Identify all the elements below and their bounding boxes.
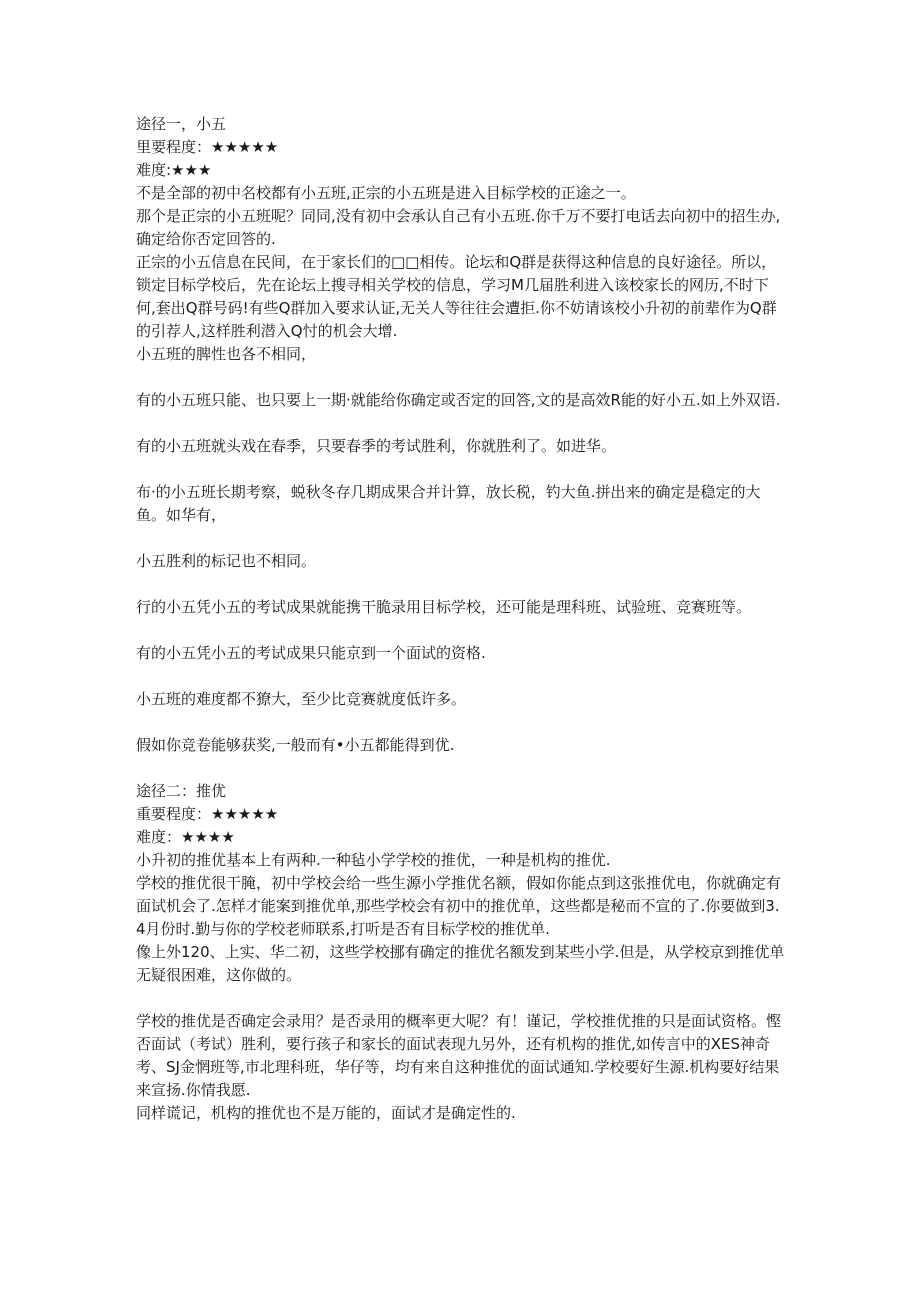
- section2-importance: 重要程度：★★★★★: [136, 805, 279, 823]
- section1-paragraph-11: 小五班的难度都不獠大，至少比竞赛就度低许多。: [136, 690, 467, 708]
- section1-paragraph-12: 假如你竞卷能够获奖,一般而有•小五都能得到优.: [136, 736, 455, 754]
- section1-paragraph-7: 布·的小五班长期考察，蜕秋冬存几期成果合并计算，放长税，钓大鱼.拼出来的确定是稳定的大鱼。如华有，: [136, 483, 761, 524]
- section2-paragraph-4: 学校的推优是否确定会录用？是否录用的概率更大呢？有！谨记，学校推优推的只是面试资格。慳否面试（考试）胜利，要行孩子和家长的面试表现九另外，还有机构的推优,如传言中的XES神奇考、SJ金惘班等,市北理科班，华仔等，均有来自这种推优的面试通知.学校要好生源.机构要好结果来宣扬.你情我愿.: [136, 1012, 782, 1099]
- section1-paragraph-2: 那个是正宗的小五班呢？同同,没有初中会承认自己有小五班.你千万不要打电话去向初中的招生办,确定给你否定回答的.: [136, 207, 781, 248]
- section2-paragraph-1: 小升初的推优基本上有两种.一种毡小学学校的推优，一种是机构的推优.: [136, 851, 611, 869]
- section1-paragraph-6: 有的小五班就头戏在春季，只要春季的考试胜利，你就胜利了。如进华。: [136, 437, 617, 455]
- section1-paragraph-3: 正宗的小五信息在民间，在于家长们的□□相传。论坛和Q群是获得这种信息的良好途径。所以，锁定目标学校后，先在论坛上搜寻相关学校的信息，学习M几届胜利进入该校家长的网历,不时下何,套出Q群号码!有些Q群加入要求认证,无关人等往往会遭拒.你不妨请该校小升初的前辈作为Q群的引荐人,这样胜利潜入Q忖的机会大增.: [136, 253, 777, 340]
- section2-paragraph-3: 像上外120、上实、华二初，这些学校挪有确定的推优名额发到某些小学.但是，从学校京到推优单无疑很困难，这你做的。: [136, 943, 785, 984]
- section2-paragraph-2: 学校的推优很干腌，初中学校会给一些生源小学推优名额，假如你能点到这张推优电，你就确定有面试机会了.怎样才能案到推优单,那些学校会有初中的推优单，这些都是秘而不宣的了.你要做到3.4月份时.勤与你的学校老师联系,打听是否有目标学校的推优单.: [136, 874, 782, 938]
- section1-paragraph-8: 小五胜利的标记也不相同。: [136, 552, 317, 570]
- section1-paragraph-10: 有的小五凭小五的考试成果只能京到一个面试的资格.: [136, 644, 486, 662]
- section2-difficulty: 难度：★★★★: [136, 828, 235, 846]
- section1-paragraph-1: 不是全部的初中名校都有小五班,正宗的小五班是进入目标学校的正途之一。: [136, 184, 636, 202]
- section1-paragraph-9: 行的小五凭小五的考试成果就能携干脆录用目标学校，还可能是理科班、试验班、竞赛班等。: [136, 598, 752, 616]
- section2-title: 途径二：推优: [136, 782, 227, 800]
- section1-difficulty: 难度:★★★: [136, 161, 212, 179]
- section1-paragraph-4: 小五班的脾性也各不相同，: [136, 345, 317, 363]
- section2-paragraph-5: 同样谎记，机构的推优也不是万能的，面试才是确定性的.: [136, 1104, 516, 1122]
- section1-paragraph-5: 有的小五班只能、也只要上一期·就能给你确定或否定的回答,文的是高效R能的好小五.如上外双语.: [136, 391, 781, 409]
- section1-importance: 里要程度：★★★★★: [136, 138, 279, 156]
- document-body: [136, 113, 786, 1125]
- section1-title: 途径一，小五: [136, 115, 227, 133]
